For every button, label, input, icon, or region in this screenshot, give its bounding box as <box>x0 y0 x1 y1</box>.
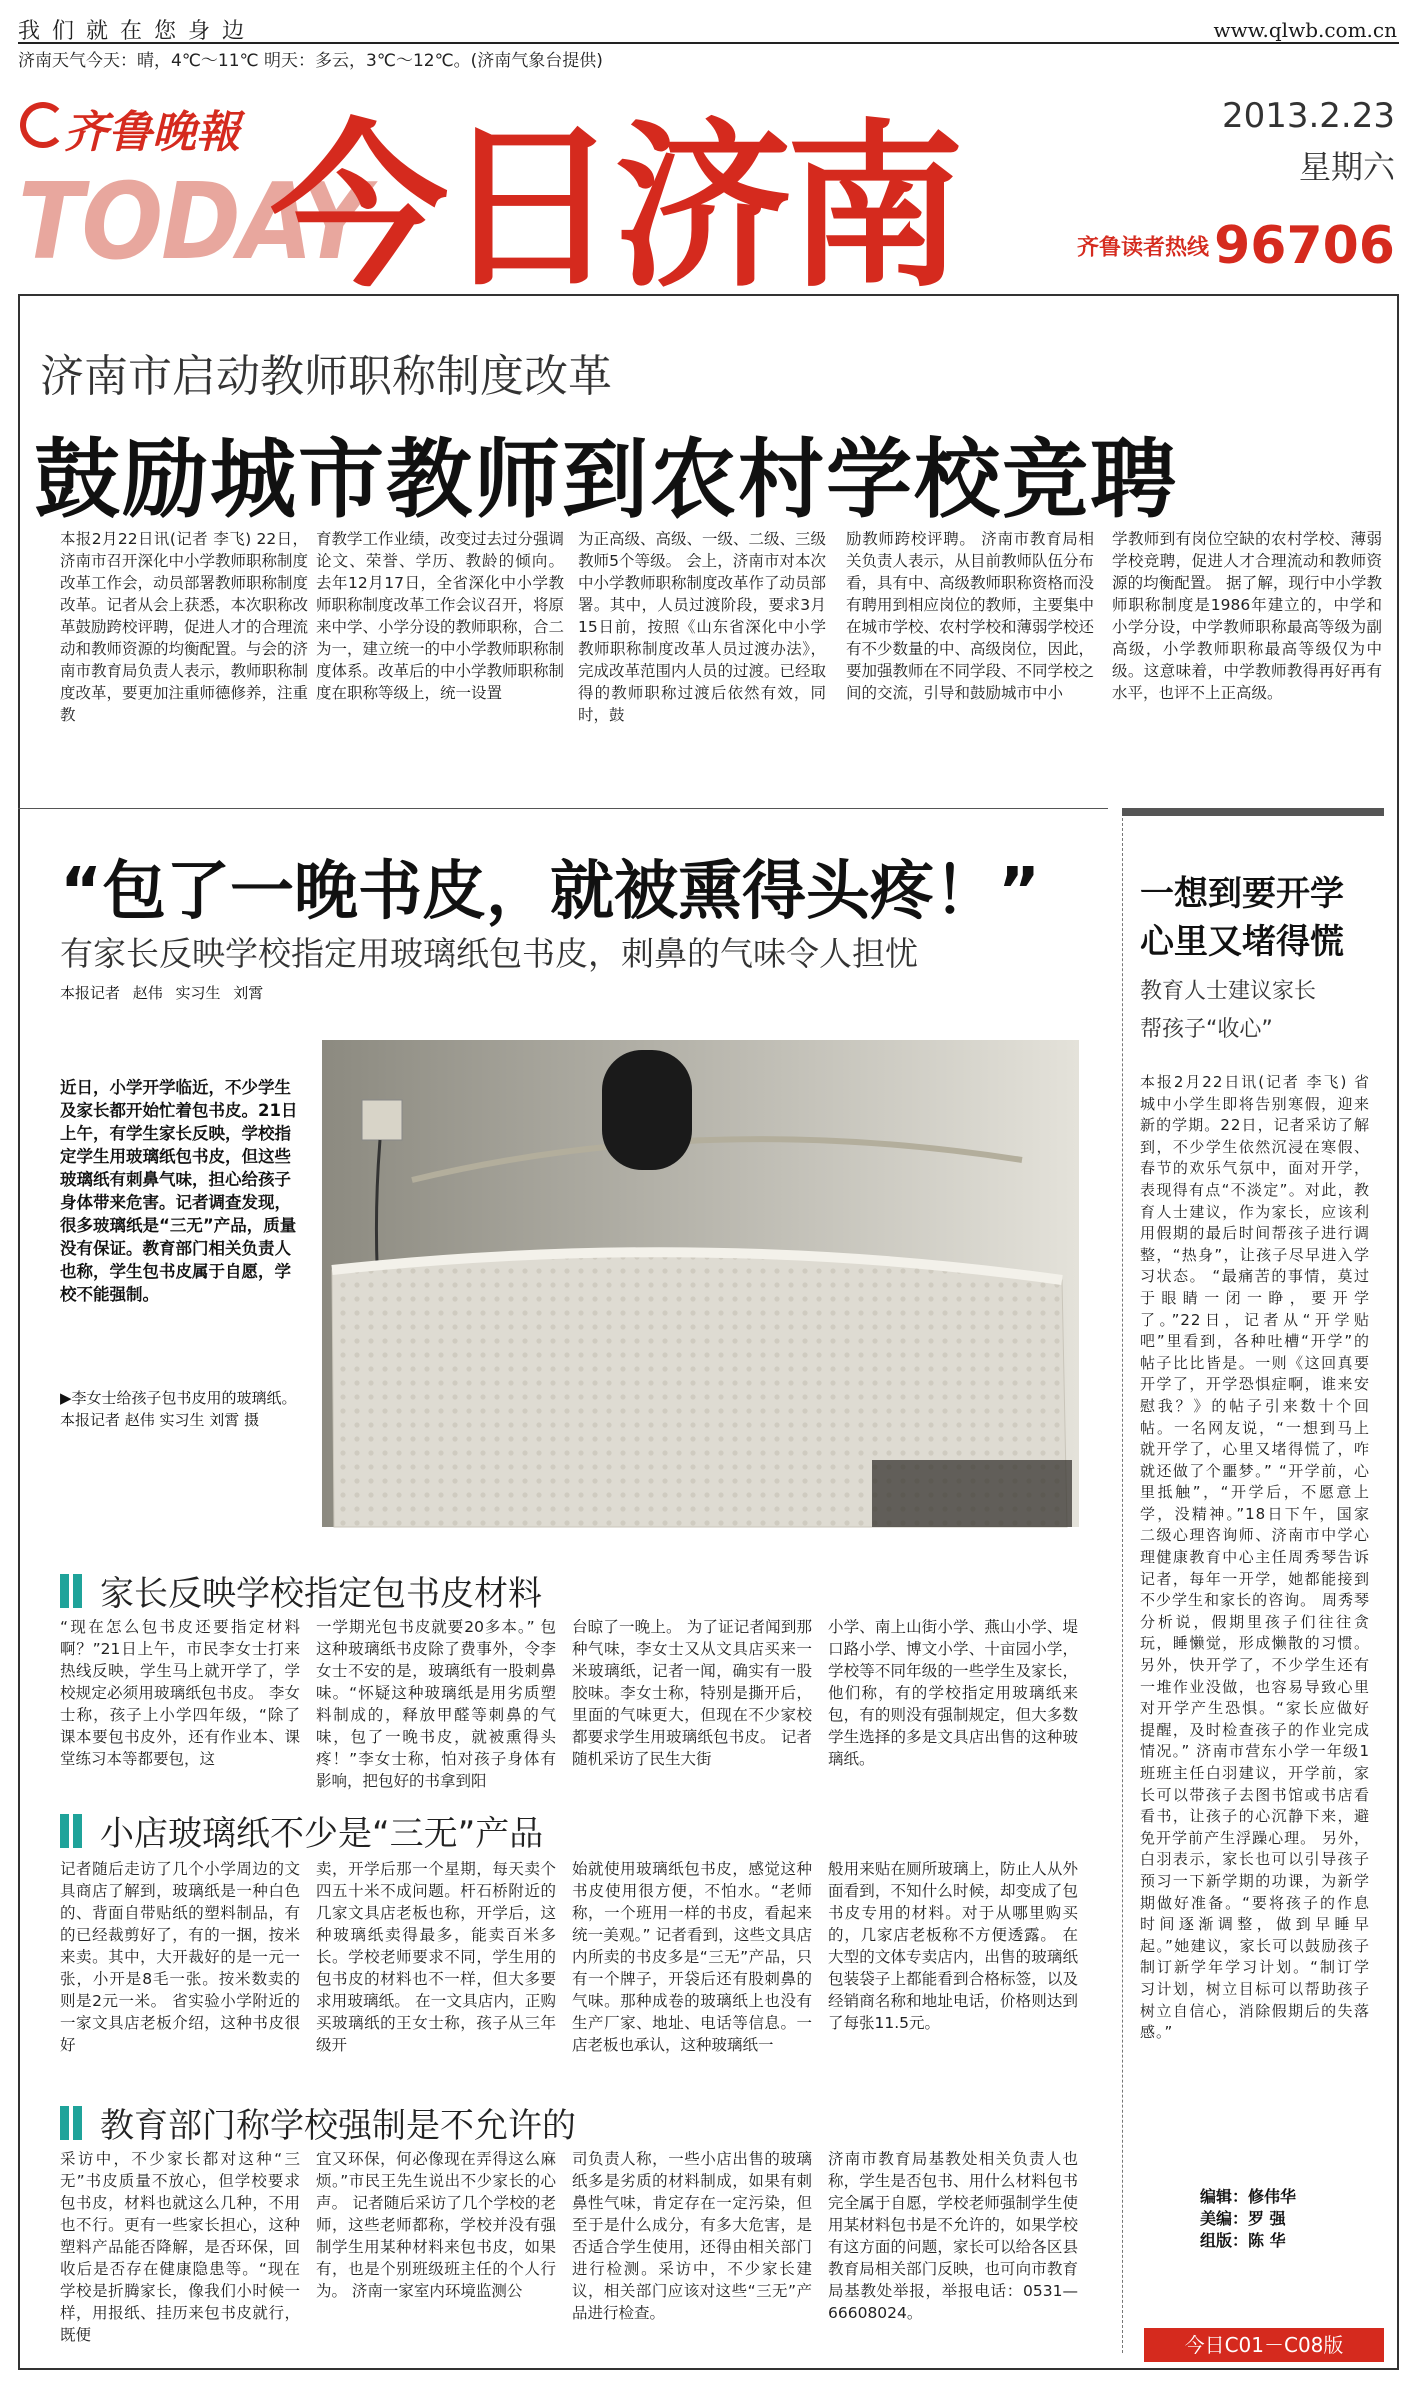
section-bar-icon <box>73 2106 82 2140</box>
article-column: 卖，开学后那一个星期，每天卖个四五十米不成问题。杆石桥附近的几家文具店老板也称，开学后，这种玻璃纸卖得最多，能卖百米多长。学校老师要求不同，学生用的包书皮的材料也不一样，但大多要求用玻璃纸。 在一文具店内，正购买玻璃纸的王女士称，孩子从三年级开 <box>316 1860 556 2054</box>
section-bar-icon <box>73 1814 82 1848</box>
photo-glass-paper-roll <box>322 1040 1079 1527</box>
article-column: 台晾了一晚上。 为了证记者闻到那种气味，李女士又从文具店买来一米玻璃纸，记者一闻，确实有一股胶味。李女士称，特别是撕开后，里面的气味更大，但现在不少家校都要求学生用玻璃纸包书皮。 记者随机采访了民生大街 <box>572 1618 812 1768</box>
lead-column: 励教师跨校评聘。 济南市教育局相关负责人表示，从目前教师队伍分布看，具有中、高级教师职称资格而没有聘用到相应岗位的教师，主要集中在城市学校、农村学校和薄弱学校还有不少数量的中、高级岗位，因此，要加强教师在不同学段、不同学校之间的交流，引导和鼓励城市中小 <box>846 530 1095 702</box>
editor-line: 编辑：修伟华 <box>1200 2187 1297 2206</box>
sidebar-headline: 一想到要开学 <box>1140 874 1344 914</box>
section-title: 今日济南 <box>270 104 958 311</box>
reader-hotline <box>1077 216 1395 276</box>
sidebar-subheadline: 帮孩子“收心” <box>1140 1017 1273 1042</box>
article-column: 记者随后走访了几个小学周边的文具商店了解到，玻璃纸是一种白色的、背面自带贴纸的塑料制品，有的已经裁剪好了，有的一捆，按米来卖。其中，大开裁好的是一元一张，小开是8毛一张。按米数卖的则是2元一米。 省实验小学附近的一家文具店老板介绍，这种书皮很好 <box>60 1860 300 2054</box>
logo-swirl-icon <box>20 102 66 148</box>
feature-lead: 近日，小学开学临近，不少学生及家长都开始忙着包书皮。21日上午，有学生家长反映，学校指定学生用玻璃纸包书皮，但这些玻璃纸有刺鼻气味，担心给孩子身体带来危害。记者调查发现，很多玻璃纸是“三无”产品，质量没有保证。教育部门相关负责人也称，学生包书皮属于自愿，学校不能强制。 <box>60 1078 298 1304</box>
hotline-label: 齐鲁读者热线 <box>1076 235 1209 261</box>
sidebar-headline: 心里又堵得慌 <box>1140 922 1344 962</box>
feature-subheadline: 有家长反映学校指定用玻璃纸包书皮，刺鼻的气味令人担忧 <box>60 934 918 973</box>
section-header <box>60 1806 544 1854</box>
article-column: 一学期光包书皮就要20多本。” 包这种玻璃纸书皮除了费事外，令李女士不安的是，玻璃纸有一股刺鼻味。“怀疑这种玻璃纸是用劣质塑料制成的，释放甲醛等刺鼻的气味，包了一晚书皮，就被熏得头疼！”李女士称，怕对孩子身体有影响，把包好的书拿到阳 <box>316 1618 556 1790</box>
lead-column: 本报2月22日讯(记者 李飞) 22日，济南市召开深化中小学教师职称制度改革工作会，动员部署教师职称制度改革。记者从会上获悉，本次职称改革鼓励跨校评聘，促进人才的合理流动和教师资源的均衡配置。与会的济南市教育局负责人表示，教师职称制度改革，要更加注重师德修养，注重教 <box>60 530 309 724</box>
article-column: 采访中，不少家长都对这种“三无”书皮质量不放心，但学校要求包书皮，材料也就这么几种，不用也不行。更有一些家长担心，这种塑料产品能否降解，是否环保，回收后是否存在健康隐患等。“现在学校是折腾家长，像我们小时候一样，用报纸、挂历来包书皮就行，既便 <box>60 2150 300 2344</box>
article-column: 宜又环保，何必像现在弄得这么麻烦。”市民王先生说出不少家长的心声。 记者随后采访了几个学校的老师，这些老师都称，学校并没有强制学生用某种材料来包书皮，如果有，也是个别班级班主任的个人行为。 济南一家室内环境监测公 <box>316 2150 556 2300</box>
editor-credits <box>1200 2186 1296 2252</box>
article-column: 始就使用玻璃纸包书皮，感觉这种书皮使用很方便，不怕水。“老师称，一个班用一样的书皮，看起来统一美观。” 记者看到，这些文具店内所卖的书皮多是“三无”产品，只有一个牌子，开袋后还有股刺鼻的气味。那种成卷的玻璃纸上也没有生产厂家、地址、电话等信息。一店老板也承认，这种玻璃纸一 <box>572 1860 812 2054</box>
section-bar-icon <box>60 2106 69 2140</box>
section-bar-icon <box>60 1574 69 1608</box>
article-column: 司负责人称，一些小店出售的玻璃纸多是劣质的材料制成，如果有刺鼻性气味，肯定存在一定污染，但至于是什么成分，有多大危害，是否适合学生使用，还得由相关部门进行检测。采访中，不少家长建议，相关部门应该对这些“三无”产品进行检查。 <box>572 2150 812 2322</box>
top-rule <box>18 42 1399 44</box>
newspaper-name: 齐鲁晚報 <box>64 107 240 158</box>
section-bar-icon <box>60 1814 69 1848</box>
section-header <box>60 2098 576 2146</box>
section-title: 家长反映学校指定包书皮材料 <box>100 1574 542 1614</box>
article-column: 小学、南上山街小学、燕山小学、堤口路小学、博文小学、十亩园小学，学校等不同年级的一些学生及家长，他们称，有的学校指定用玻璃纸来包，有的则没有强制规定，但大多数学生选择的多是文具店出售的这种玻璃纸。 <box>828 1618 1078 1768</box>
photo-caption <box>60 1387 300 1431</box>
sidebar-top-bar <box>1122 808 1384 816</box>
lead-column: 学教师到有岗位空缺的农村学校、薄弱学校竞聘，促进人才合理流动和教师资源的均衡配置。 据了解，现行中小学教师职称制度是1986年建立的，中学和小学分设，中学教师职称最高等级为副高级，小学教师职称最高等级仅为中级。这意味着，中学教师教得再好再有水平，也评不上正高级。 <box>1112 530 1382 702</box>
slogan: 我们就在您身边 <box>18 19 257 44</box>
today-label: TODAY <box>18 160 368 284</box>
lead-headline: 鼓励城市教师到农村学校竞聘 <box>34 430 1178 530</box>
feature-headline: “包了一晚书皮，就被熏得头疼！” <box>60 855 1041 929</box>
lead-column: 育教学工作业绩，改变过去过分强调论文、荣誉、学历、教龄的倾向。 去年12月17日，全省深化中小学教师职称制度改革工作会议召开，将原来中学、小学分设的教师职称，合二为一，建立统一的中小学教师职称制度体系。改革后的中小学教师职称制度在职称等级上，统一设置 <box>316 530 565 702</box>
editor-line: 美编：罗 强 <box>1200 2209 1286 2228</box>
caption-text: ▶李女士给孩子包书皮用的玻璃纸。 <box>60 1389 297 1407</box>
article-column: 般用来贴在厕所玻璃上，防止人从外面看到，不知什么时候，却变成了包书皮专用的材料。对于从哪里购买的，几家店老板称不方便透露。 在大型的文体专卖店内，出售的玻璃纸包装袋子上都能看到合格标签，以及经销商名称和地址电话，价格则达到了每张11.5元。 <box>828 1860 1078 2032</box>
weather-forecast: 济南天气今天：晴，4℃～11℃ 明天：多云，3℃～12℃。(济南气象台提供) <box>18 51 603 71</box>
photo-credit: 本报记者 赵伟 实习生 刘霄 摄 <box>60 1411 260 1429</box>
newspaper-logo <box>18 96 258 158</box>
hotline-number: 96706 <box>1214 216 1395 276</box>
article-column: “现在怎么包书皮还要指定材料啊？”21日上午，市民李女士打来热线反映，学生马上就开学了，学校规定必须用玻璃纸包书皮。 李女士称，孩子上小学四年级，“除了课本要包书皮外，还有作业本、课堂练习本等都要包，这 <box>60 1618 300 1768</box>
sidebar-body: 本报2月22日讯(记者 李飞) 省城中小学生即将告别寒假，迎来新的学期。22日，记者采访了解到，不少学生依然沉浸在寒假、春节的欢乐气氛中，面对开学，表现得有点“不淡定”。对此，教育人士建议，作为家长，应该利用假期的最后时间帮孩子进行调整，“热身”，让孩子尽早进入学习状态。 “最痛苦的事情，莫过于眼睛一闭一睁，要开学了。”22日，记者从“开学贴吧”里看到，各种吐槽“开学”的帖子比比皆是。一则《这回真要开学了，开学恐惧症啊，谁来安慰我？》的帖子引来数十个回帖。一名网友说，“一想到马上就开学了，心里又堵得慌了，咋就还做了个噩梦。” “开学前，心里抵触”，“开学后，不愿意上学，没精神。”18日下午，国家二级心理咨询师、济南市中学心理健康教育中心主任周秀琴告诉记者，每年一开学，她都能接到不少学生和家长的咨询。 周秀琴分析说，假期里孩子们往往贪玩，睡懒觉，形成懒散的习惯。另外，快开学了，不少学生还有一堆作业没做，也容易导致心里对开学产生恐惧。“家长应做好提醒，及时检查孩子的作业完成情况。” 济南市营东小学一年级1班班主任白羽建议，开学前，家长可以带孩子去图书馆或书店看看书，让孩子的心沉静下来，避免开学前产生浮躁心理。 另外，白羽表示，家长也可以引导孩子预习一下新学期的功课，为新学期做好准备。“要将孩子的作息时间逐渐调整，做到早睡早起。”她建议，家长可以鼓励孩子制订新学年学习计划。“制订学习计划，树立目标可以帮助孩子树立自信心，消除假期后的失落感。” <box>1140 1073 1370 2042</box>
website-url[interactable]: www.qlwb.com.cn <box>1213 18 1397 42</box>
issue-date: 2013.2.23 <box>1221 96 1395 136</box>
section-bar-icon <box>73 1574 82 1608</box>
issue-weekday: 星期六 <box>1298 148 1395 186</box>
section-header <box>60 1566 542 1614</box>
sidebar-subheadline: 教育人士建议家长 <box>1140 979 1317 1004</box>
feature-byline: 本报记者 赵伟 实习生 刘霄 <box>60 984 264 1002</box>
section-divider <box>18 808 1108 809</box>
section-title: 小店玻璃纸不少是“三无”产品 <box>100 1814 544 1854</box>
page-range-badge: 今日C01－C08版 <box>1144 2328 1384 2362</box>
article-column: 济南市教育局基教处相关负责人也称，学生是否包书、用什么材料包书完全属于自愿，学校老师强制学生使用某材料包书是不允许的，如果学校有这方面的问题，家长可以给各区县教育局相关部门反映，也可向市教育局基教处举报，举报电话：0531—66608024。 <box>828 2150 1078 2322</box>
editor-line: 组版：陈 华 <box>1200 2231 1286 2250</box>
lead-kicker: 济南市启动教师职称制度改革 <box>40 351 612 402</box>
news-photo <box>322 1040 1079 1527</box>
lead-column: 为正高级、高级、一级、二级、三级教师5个等级。 会上，济南市对本次中小学教师职称制度改革作了动员部署。其中，人员过渡阶段，要求3月15日前，按照《山东省深化中小学教师职称制度改革人员过渡办法》，完成改革范围内人员的过渡。已经取得的教师职称过渡后依然有效，同时，鼓 <box>578 530 827 724</box>
section-title: 教育部门称学校强制是不允许的 <box>100 2106 576 2146</box>
